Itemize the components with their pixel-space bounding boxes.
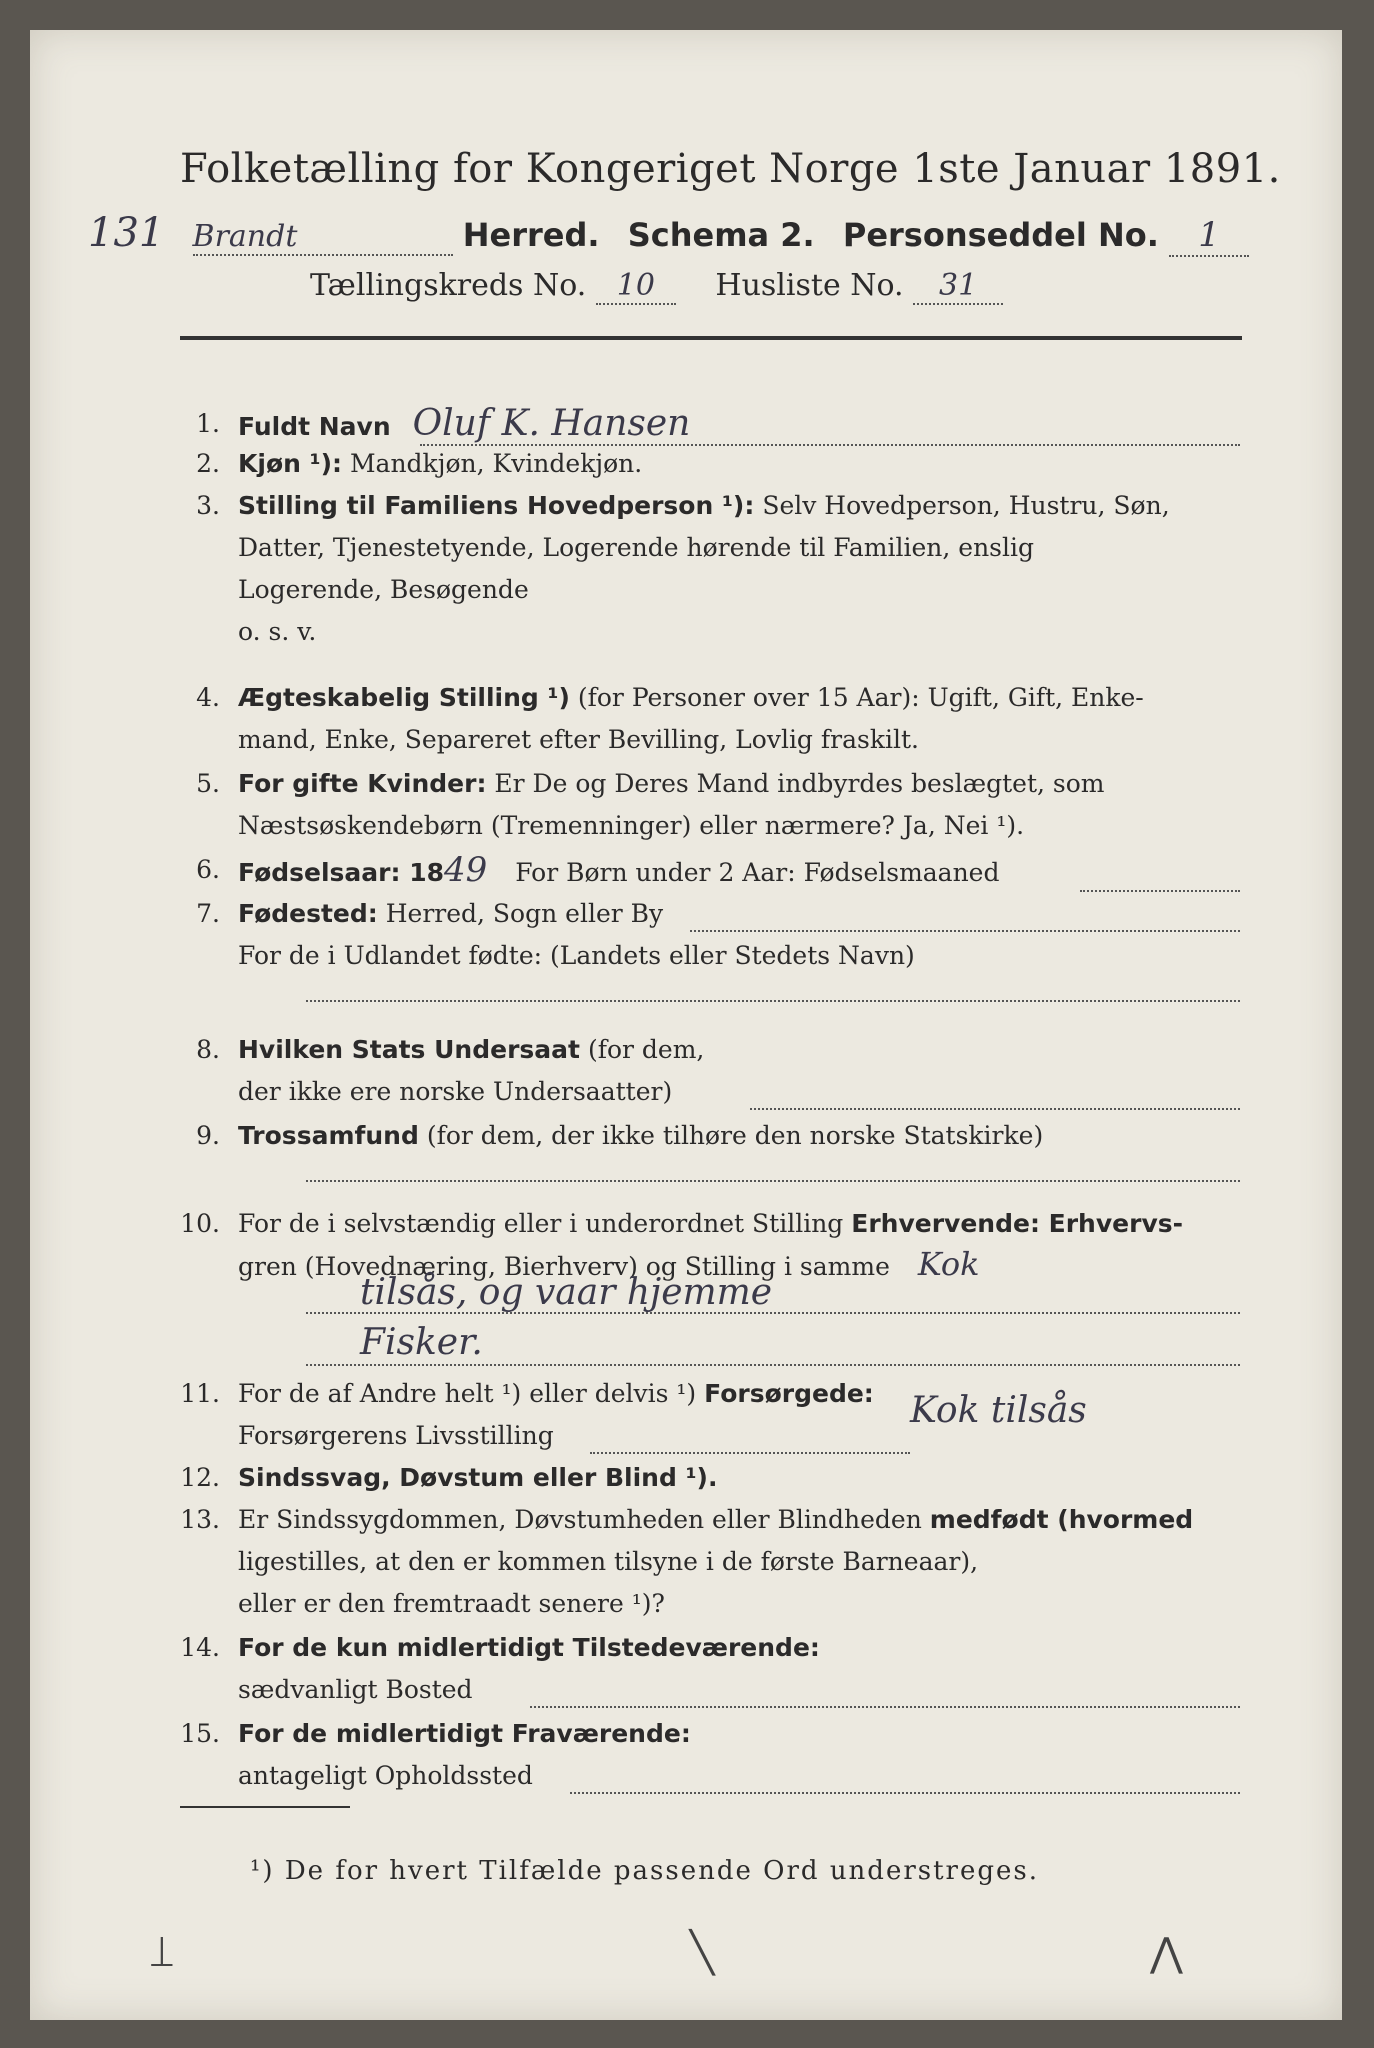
header-rule [180, 336, 1242, 340]
occupation-answer-3: Fisker. [360, 1322, 483, 1363]
kreds-no: 10 [596, 268, 676, 305]
kreds-label: Tællingskreds No. [310, 268, 587, 303]
margin-number: 131 [88, 210, 165, 256]
corner-mark-icon: ⋀ [1150, 1930, 1183, 1976]
corner-mark-icon: ⟘ [150, 1930, 174, 1976]
schema-label: Schema 2. [627, 216, 815, 254]
personseddel-no: 1 [1169, 215, 1249, 257]
herred-label: Herred. [462, 216, 600, 254]
birth-year-answer: 49 [443, 850, 488, 890]
corner-mark-icon: ╲ [690, 1930, 715, 1976]
occupation-answer: Kok [917, 1245, 980, 1283]
herred-name: Brandt [193, 219, 453, 256]
kreds-row [310, 268, 1003, 305]
provider-answer: Kok tilsås [910, 1390, 1087, 1431]
husliste-no: 31 [913, 268, 1003, 305]
husliste-label: Husliste No. [715, 268, 904, 303]
header-row [88, 210, 1249, 257]
personseddel-label: Personseddel No. [842, 216, 1159, 254]
form-title: Folketælling for Kongeriget Norge 1ste Januar 1891. [180, 146, 1281, 192]
census-form: Folketælling for Kongeriget Norge 1ste Januar 1891. 131 Brandt Herred. Schema 2. Personseddel No. 1 Tællingskreds No. 10 Husliste No. 31 1. Fuldt Navn Oluf K. Hansen 2. Kjøn ¹): Mandkjøn, Kvindekjøn. 3. Stilling til Familiens Hovedperson ¹): Selv Hovedperson, Hustru, Søn, Datter, Tjenestetyende, Logerende hørende til Familien, enslig Logerende, Besøgende o. s. v. 4. Ægteskabelig Stilling ¹) (for Personer over 15 Aar): Ugift, Gift, Enke- mand, Enke, Separeret efter Bevilling, Lovlig fraskilt. 5. For gifte Kvinder: Er De og Deres Mand indbyrdes beslægtet, som Næstsøskendebørn (Tremenninger) eller nærmere? Ja, Nei ¹). 6. Fødselsaar: 1849 For Børn under 2 Aar: Fødselsmaaned 7. Fødested: Herred, Sogn eller By For de i Udlandet fødte: (Landets eller Stedets Navn) 8. Hvilken Stats Undersaat (for dem, der ikke ere norske Undersaatter) 9. Trossamfund (for dem, der ikke tilhøre den norske Statskirke) 10. For de i selvstændig eller i underordnet Stilling Erhvervende: Erhvervs- gren (Hovednæring, Bierhverv) og Stilling i samme Kok tilsås, og vaar hjemme Fisker. 11. For de af Andre helt ¹) eller delvis ¹) Forsørgede: Forsørgerens Livsstilling Kok tilsås 12. Sindssvag, Døvstum eller Blind ¹). 13. Er Sindssygdommen, Døvstumheden eller Blindheden medfødt (hvormed ligestilles, at den er kommen tilsyne i de første Barneaar), eller er den fremtraadt senere ¹)? 14. For de kun midlertidigt Tilstedeværende: sædvanligt Bosted 15. For de midlertidigt Fraværende: antageligt Opholdssted ¹) De for hvert Tilfælde passende Ord understreges. ⟘ ╲ ⋀ [30, 30, 1342, 2020]
full-name-answer: Oluf K. Hansen [412, 403, 691, 444]
footnote-rule [180, 1806, 350, 1808]
footnote: ¹) De for hvert Tilfælde passende Ord understreges. [250, 1856, 1040, 1886]
occupation-answer-2: tilsås, og vaar hjemme [360, 1272, 773, 1313]
